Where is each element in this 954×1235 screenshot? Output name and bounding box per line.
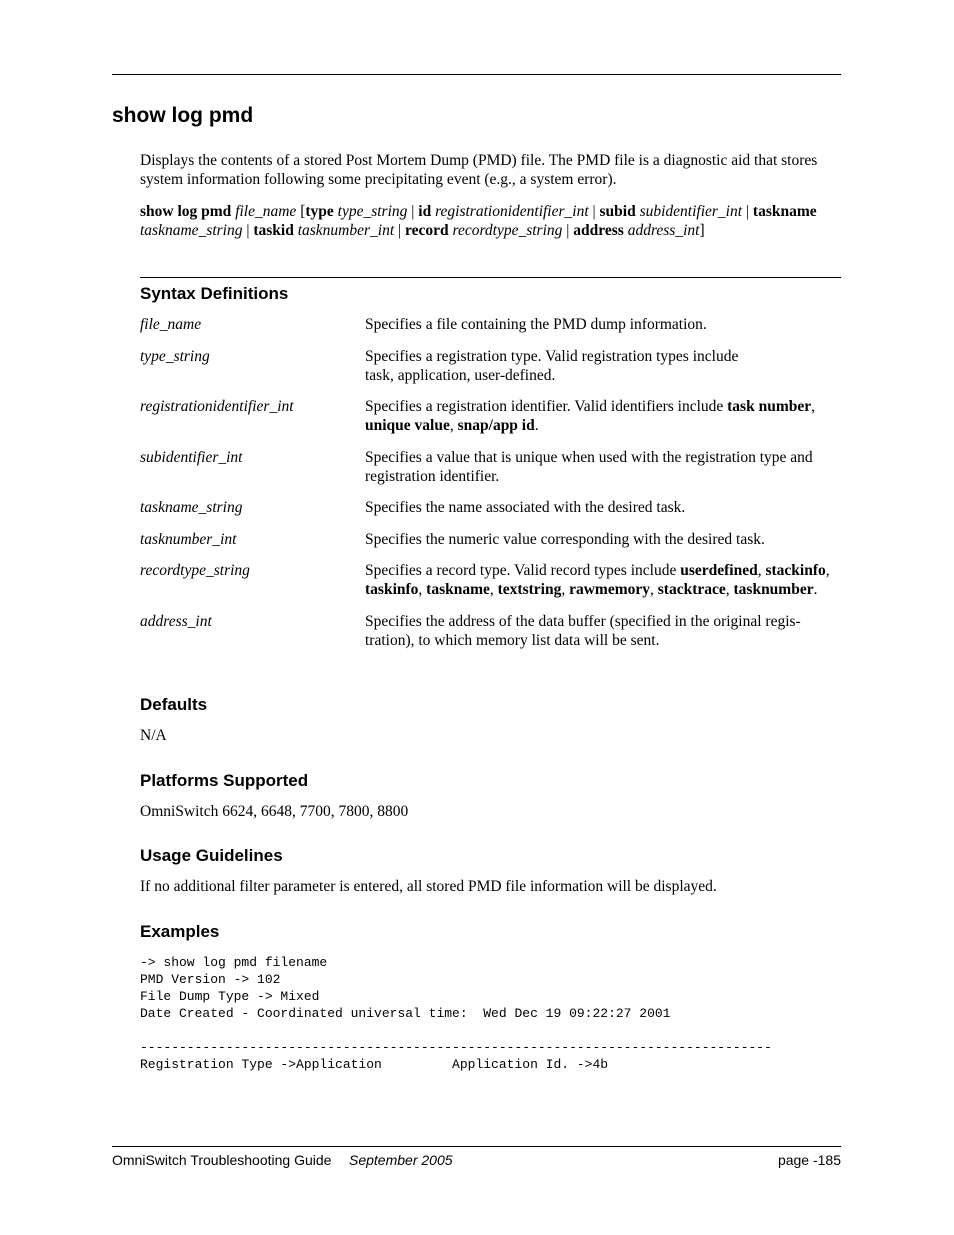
- command-description: Displays the contents of a stored Post Mortem Dump (PMD) file. The PMD file is a diagnostic aid that stores system information following some precipitating event (e.g., a system error).: [140, 152, 818, 188]
- syntax-sep: |: [562, 222, 574, 239]
- footer-date: September 2005: [349, 1152, 453, 1168]
- definition-text: Specifies the address of the data buffer (specified in the original regis-tration), to which memory list data will be sent.: [365, 612, 801, 649]
- record-type-value: textstring: [497, 581, 562, 598]
- code-line: PMD Version -> 102: [140, 972, 281, 987]
- definition-term: taskname_string: [140, 499, 243, 516]
- syntax-arg-taskid: tasknumber_int: [297, 222, 395, 239]
- code-line: Date Created - Coordinated universal time: Wed Dec 19 09:22:27 2001: [140, 1006, 671, 1021]
- record-type-value: userdefined: [680, 562, 758, 579]
- code-line: [140, 1022, 772, 1039]
- definition-row: [140, 561, 841, 599]
- definition-term: address_int: [140, 612, 212, 630]
- syntax-arg-id: registrationidentifier_int: [435, 203, 589, 220]
- command-syntax: [140, 202, 840, 240]
- usage-heading: Usage Guidelines: [140, 846, 283, 865]
- syntax-sep: |: [742, 203, 753, 220]
- example-code-block: [140, 954, 772, 1073]
- definition-row: [140, 498, 841, 517]
- separator: .: [534, 417, 539, 434]
- defaults-value: N/A: [140, 727, 167, 744]
- separator: .: [813, 581, 818, 598]
- defaults-heading: Defaults: [140, 695, 208, 714]
- separator: ,: [449, 417, 458, 434]
- definition-term: recordtype_string: [140, 562, 250, 579]
- section-rule: [140, 277, 841, 278]
- separator: ,: [489, 581, 498, 598]
- definition-text-line: task, application, user-defined.: [365, 366, 556, 384]
- page-title: show log pmd: [112, 104, 254, 127]
- record-type-value: rawmemory: [569, 581, 650, 598]
- platforms-heading: Platforms Supported: [140, 771, 309, 790]
- definition-row: [140, 530, 841, 549]
- syntax-kw-record: record: [405, 222, 449, 239]
- definition-row: [140, 612, 841, 650]
- definition-text: Specifies the numeric value corresponding with the desired task.: [365, 530, 765, 548]
- identifier-value: task number: [727, 398, 812, 415]
- definition-text: Specifies a value that is unique when used with the registration type and registration identifier.: [365, 448, 813, 485]
- syntax-arg-subid: subidentifier_int: [639, 203, 743, 220]
- definition-term: subidentifier_int: [140, 448, 243, 466]
- definitions-list: [140, 315, 841, 662]
- examples-heading: Examples: [140, 922, 220, 941]
- syntax-sep: |: [588, 203, 600, 220]
- definition-term: tasknumber_int: [140, 530, 237, 548]
- record-type-value: stacktrace: [657, 581, 726, 598]
- definition-term: registrationidentifier_int: [140, 398, 294, 415]
- syntax-kw-taskname: taskname: [752, 203, 817, 220]
- definition-text: Specifies a file containing the PMD dump information.: [365, 316, 707, 333]
- definition-text: [365, 561, 841, 599]
- syntax-sep: |: [407, 203, 419, 220]
- footer-rule: [112, 1146, 841, 1147]
- footer-guide-title: OmniSwitch Troubleshooting Guide: [112, 1152, 332, 1168]
- separator: ,: [725, 581, 734, 598]
- definition-text-line: Specifies a registration type. Valid registration types include: [365, 347, 739, 365]
- definition-text: [365, 397, 841, 435]
- separator: ,: [650, 581, 658, 598]
- definition-text-part: Specifies a registration identifier. Valid identifiers include: [365, 398, 728, 415]
- syntax-arg-file-name: file_name: [235, 203, 297, 220]
- separator: ,: [561, 581, 570, 598]
- footer-page-number: page -185: [777, 1152, 841, 1168]
- definition-row: [140, 315, 841, 334]
- definition-row: [140, 347, 841, 385]
- syntax-arg-taskname: taskname_string: [140, 222, 243, 239]
- syntax-arg-type: type_string: [337, 203, 408, 220]
- syntax-definitions-heading: Syntax Definitions: [140, 284, 289, 303]
- top-rule: [112, 74, 841, 75]
- record-type-value: taskinfo: [365, 581, 419, 598]
- definition-term: file_name: [140, 316, 202, 333]
- platforms-value: OmniSwitch 6624, 6648, 7700, 7800, 8800: [140, 803, 409, 820]
- syntax-sep: |: [242, 222, 254, 239]
- syntax-sep: |: [394, 222, 405, 239]
- identifier-value: unique value: [365, 417, 450, 434]
- definition-row: [140, 397, 841, 435]
- syntax-close-bracket: ]: [699, 222, 705, 239]
- code-line: -> show log pmd filename: [140, 955, 328, 970]
- code-line: ---------------------------------------------------------------------------------: [140, 1040, 772, 1055]
- syntax-kw-type: type: [305, 203, 334, 220]
- syntax-open-bracket: [: [296, 203, 306, 220]
- code-line: Registration Type ->Application Application Id. ->4b: [140, 1057, 609, 1072]
- record-type-value: stackinfo: [765, 562, 826, 579]
- syntax-arg-address: address_int: [627, 222, 700, 239]
- syntax-kw-subid: subid: [599, 203, 636, 220]
- separator: ,: [757, 562, 766, 579]
- syntax-kw-id: id: [418, 203, 432, 220]
- separator: ,: [825, 562, 830, 579]
- separator: ,: [811, 398, 815, 415]
- usage-value: If no additional filter parameter is entered, all stored PMD file information will be displayed.: [140, 878, 717, 895]
- record-type-value: tasknumber: [733, 581, 814, 598]
- definition-text-part: Specifies a record type. Valid record types include: [365, 562, 681, 579]
- definition-term: type_string: [140, 347, 210, 365]
- definition-text: Specifies the name associated with the desired task.: [365, 499, 686, 516]
- definition-row: [140, 448, 841, 486]
- definition-text: [365, 347, 841, 385]
- syntax-kw-taskid: taskid: [253, 222, 294, 239]
- code-line: File Dump Type -> Mixed: [140, 989, 320, 1004]
- record-type-value: taskname: [426, 581, 490, 598]
- syntax-arg-record: recordtype_string: [452, 222, 563, 239]
- identifier-value: snap/app id: [457, 417, 535, 434]
- separator: ,: [418, 581, 427, 598]
- syntax-kw-address: address: [573, 222, 624, 239]
- syntax-command: show log pmd: [140, 203, 232, 220]
